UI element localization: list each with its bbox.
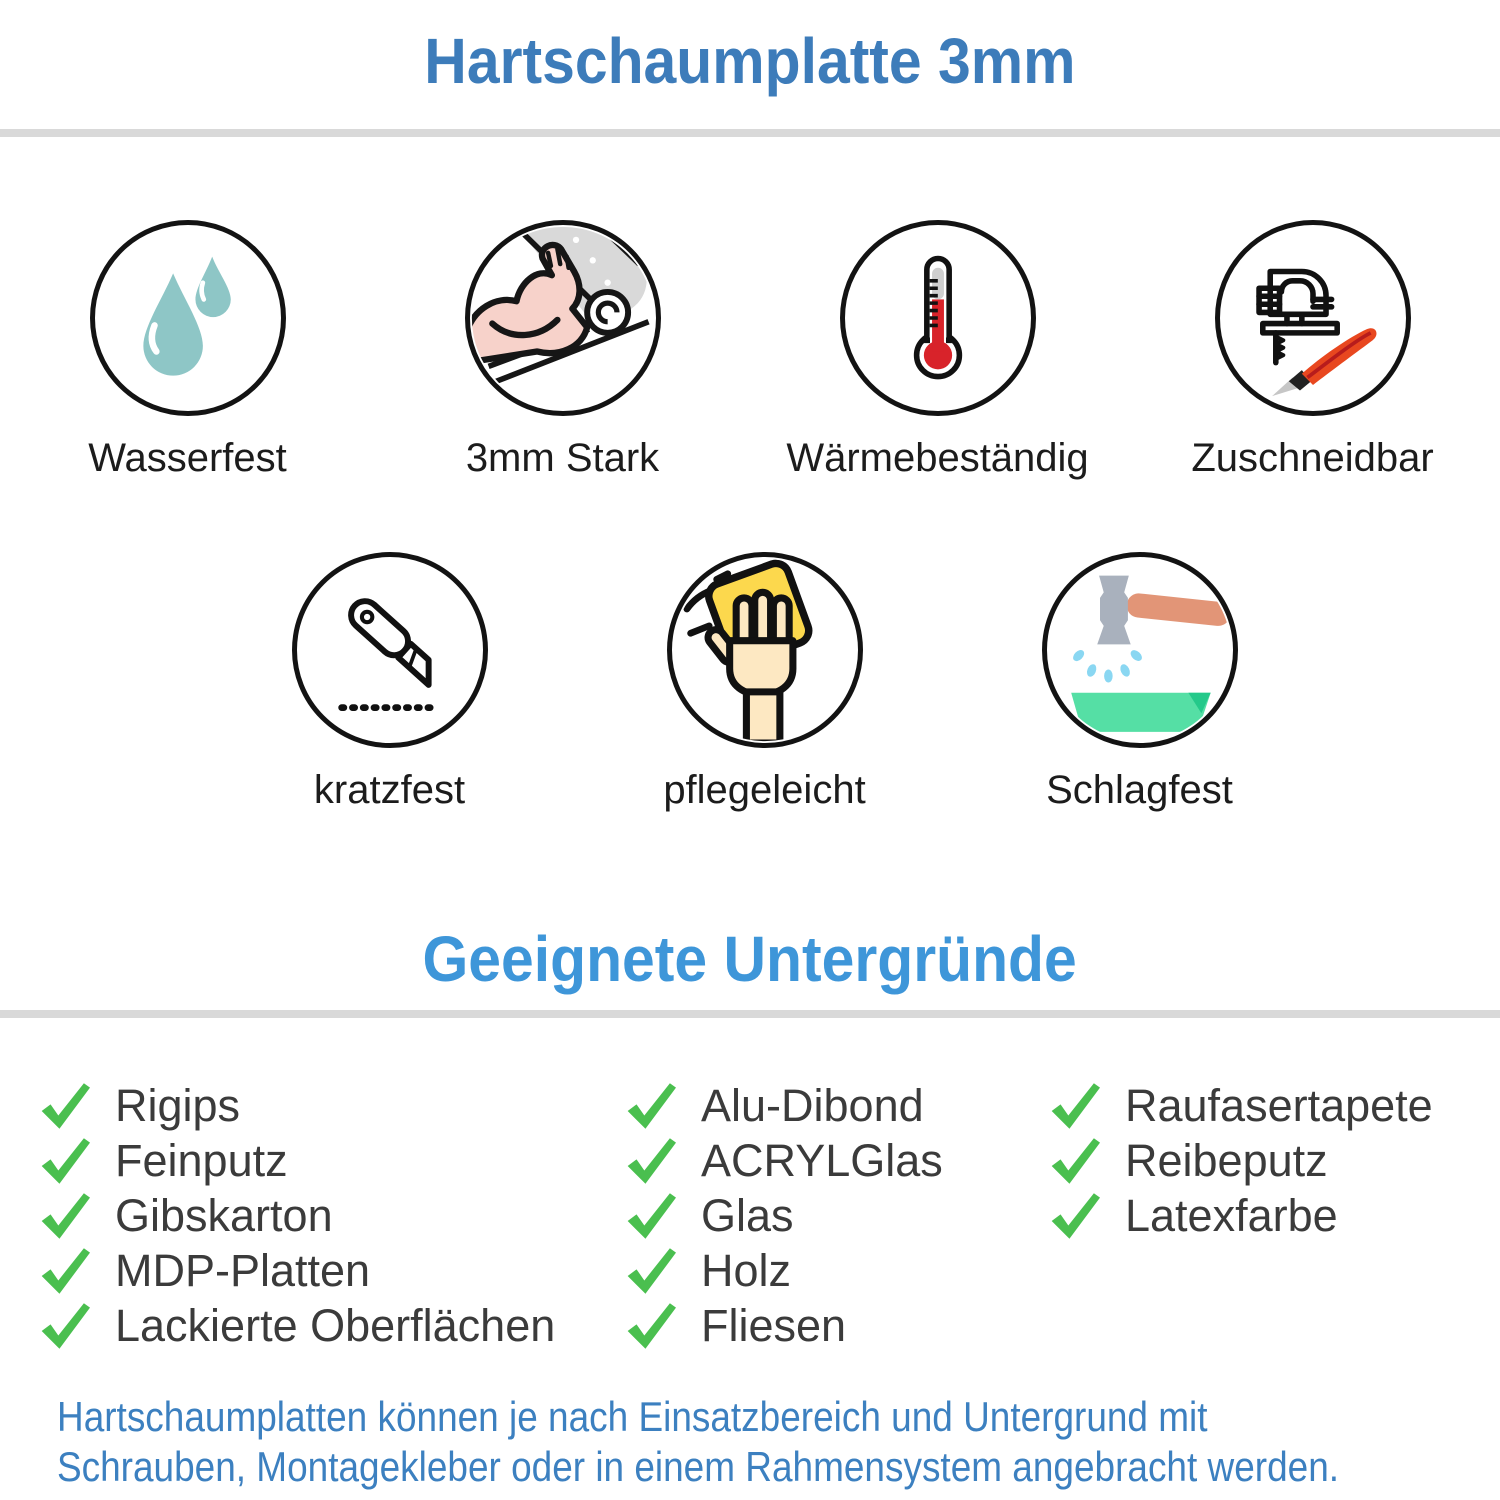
check-icon (622, 1136, 680, 1186)
list-item (36, 1298, 555, 1353)
feature-label: kratzfest (313, 768, 466, 812)
substrates-column-3 (1046, 1078, 1433, 1243)
list-item-label: ACRYLGlas (701, 1134, 943, 1186)
check-icon (622, 1246, 680, 1296)
feature-label: Zuschneidbar (1191, 436, 1434, 480)
footer-line-1: Hartschaumplatten können je nach Einsatzbereich und Untergrund mit (57, 1393, 1208, 1440)
page-title-text: Hartschaumplatte 3mm (424, 25, 1076, 97)
feature-label: 3mm Stark (465, 436, 660, 480)
list-item-label: Gibskarton (115, 1189, 333, 1241)
hand-cloth-icon (667, 552, 863, 748)
list-item-label: MDP-Platten (115, 1244, 371, 1296)
list-item-label: Alu-Dibond (701, 1079, 924, 1131)
list-item-label: Lackierte Oberflächen (115, 1299, 556, 1351)
feature-label: Schlagfest (1046, 768, 1233, 812)
feature-zuschneidbar (1125, 220, 1500, 481)
list-item-label: Fliesen (701, 1299, 847, 1351)
feature-label: Wasserfest (88, 436, 287, 480)
page-title (0, 24, 1500, 98)
feature-label: Wärmebeständig (786, 436, 1089, 480)
list-item-label: Raufasertapete (1125, 1079, 1433, 1131)
check-icon (1046, 1081, 1104, 1131)
check-icon (1046, 1191, 1104, 1241)
list-item-label: Reibeputz (1125, 1134, 1328, 1186)
substrates-heading-text: Geeignete Untergründe (422, 923, 1078, 995)
divider-middle (0, 1010, 1500, 1018)
list-item-label: Holz (701, 1244, 792, 1296)
feature-row-1 (0, 220, 1500, 481)
check-icon (36, 1081, 94, 1131)
substrates-column-2 (622, 1078, 943, 1353)
water-drops-icon (90, 220, 286, 416)
feature-pflegeleicht (577, 552, 952, 813)
list-item (622, 1133, 943, 1188)
list-item (622, 1243, 943, 1298)
list-item (36, 1188, 555, 1243)
check-icon (1046, 1136, 1104, 1186)
list-item-label: Feinputz (115, 1134, 288, 1186)
check-icon (622, 1081, 680, 1131)
feature-schlagfest (952, 552, 1327, 813)
list-item-label: Latexfarbe (1125, 1189, 1338, 1241)
check-icon (622, 1301, 680, 1351)
list-item (1046, 1188, 1433, 1243)
check-icon (36, 1301, 94, 1351)
substrates-heading (0, 922, 1500, 996)
thermometer-icon (840, 220, 1036, 416)
feature-3mm-stark (375, 220, 750, 481)
list-item (622, 1078, 943, 1133)
list-item (622, 1298, 943, 1353)
check-icon (622, 1191, 680, 1241)
feature-kratzfest (202, 552, 577, 813)
list-item (1046, 1133, 1433, 1188)
divider-top (0, 129, 1500, 137)
substrates-column-1 (36, 1078, 555, 1353)
check-icon (36, 1191, 94, 1241)
hammer-icon (1042, 552, 1238, 748)
footer-line-2: Schrauben, Montagekleber oder in einem Rahmensystem angebracht werden. (57, 1443, 1340, 1490)
jigsaw-knife-icon (1215, 220, 1411, 416)
list-item (36, 1133, 555, 1188)
check-icon (36, 1246, 94, 1296)
check-icon (36, 1136, 94, 1186)
list-item (36, 1243, 555, 1298)
feature-waermebestaendig (750, 220, 1125, 481)
list-item (1046, 1078, 1433, 1133)
list-item-label: Glas (701, 1189, 794, 1241)
cutter-knife-icon (292, 552, 488, 748)
feature-row-2 (202, 552, 1327, 813)
list-item (622, 1188, 943, 1243)
feature-label: pflegeleicht (663, 768, 866, 812)
feature-wasserfest (0, 220, 375, 481)
muscle-roll-icon (465, 220, 661, 416)
list-item (36, 1078, 555, 1133)
list-item-label: Rigips (115, 1079, 241, 1131)
footer-note (57, 1392, 1339, 1492)
